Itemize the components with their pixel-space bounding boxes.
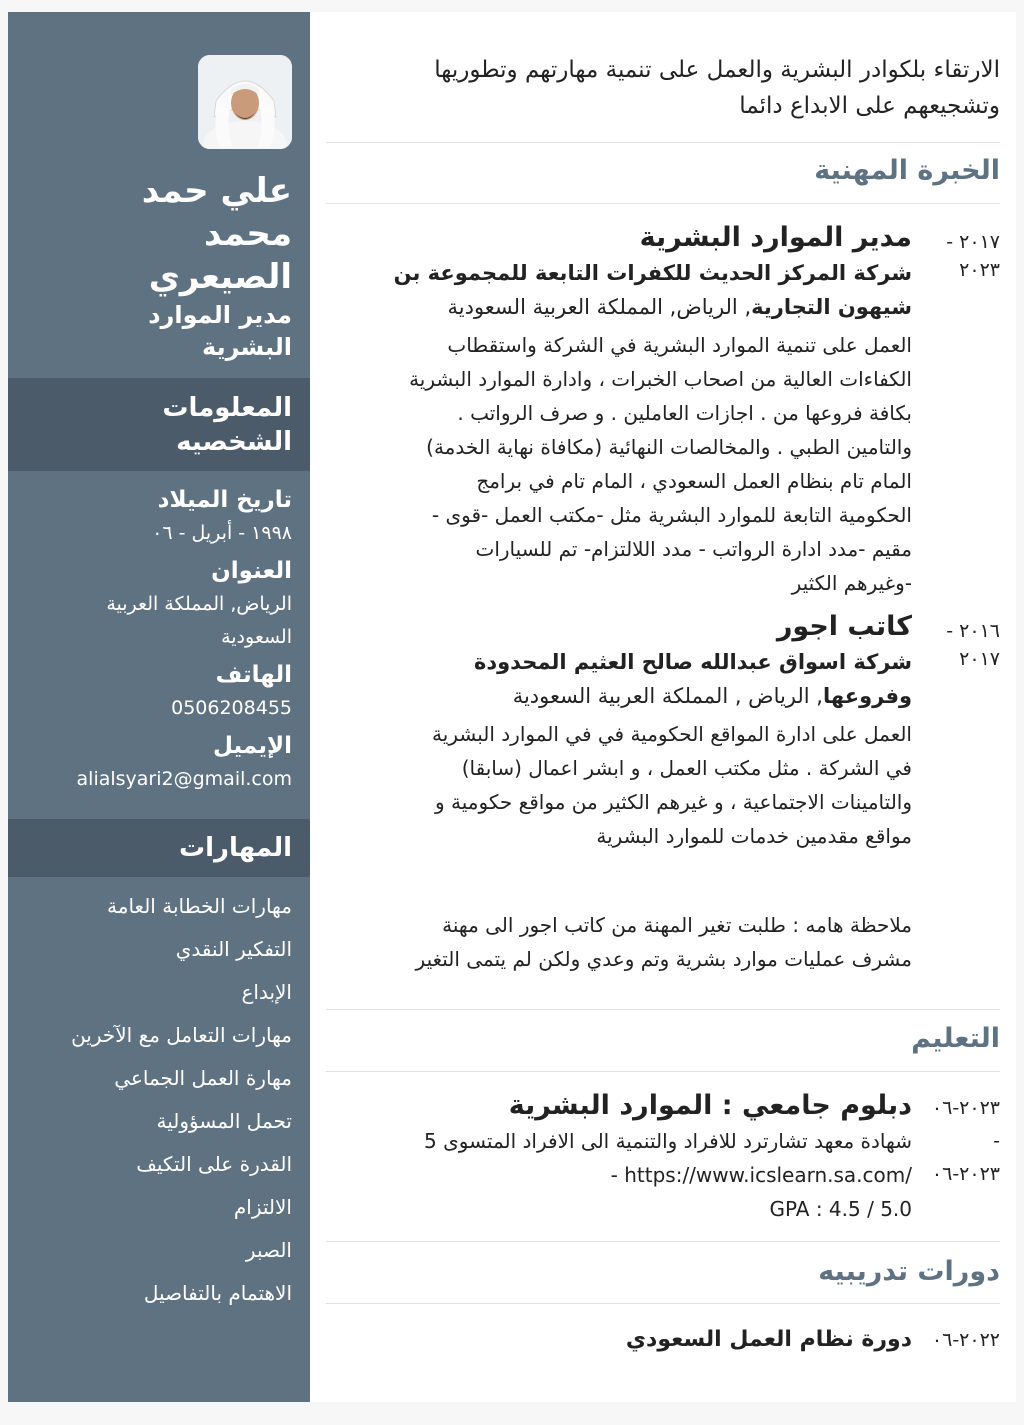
job-description bbox=[326, 717, 912, 853]
divider bbox=[326, 142, 1000, 143]
course-name: دورة نظام العمل السعودي bbox=[625, 1327, 912, 1352]
job-date bbox=[930, 228, 1000, 284]
job-date-line: ٢٠١٦ - bbox=[946, 620, 1000, 642]
address-value-line: الرياض, المملكة العربية bbox=[106, 593, 292, 615]
job-title bbox=[22, 299, 292, 363]
desc-line: والتامين الطبي . والمخالصات النهائية (مكافاة نهاية الخدمة) bbox=[426, 435, 912, 459]
phone-label: الهاتف bbox=[215, 662, 292, 688]
personal-info-title-line: المعلومات bbox=[162, 393, 292, 423]
summary-line: الارتقاء بلكوادر البشرية والعمل على تنمية مهارتهم وتطوريها bbox=[434, 57, 1000, 83]
birth-label: تاريخ الميلاد bbox=[157, 487, 292, 513]
personal-info-title-line: الشخصيه bbox=[176, 427, 292, 457]
skill-item: مهارات التعامل مع الآخرين bbox=[71, 1023, 292, 1047]
job-title: كاتب اجور bbox=[776, 611, 912, 642]
sidebar bbox=[8, 12, 310, 1402]
education-body bbox=[326, 1088, 912, 1226]
job-body bbox=[326, 220, 912, 600]
desc-line: -وغيرهم الكثير bbox=[791, 571, 912, 595]
training-body bbox=[326, 1322, 912, 1358]
job-date-line: ٢٠١٧ bbox=[959, 648, 1000, 670]
job-company bbox=[326, 645, 912, 713]
divider bbox=[326, 1009, 1000, 1010]
skill-item: الاهتمام بالتفاصيل bbox=[143, 1281, 292, 1305]
desc-line: الكفاءات العالية من اصحاب الخبرات ، وادارة الموارد البشرية bbox=[409, 367, 912, 391]
skills-list bbox=[12, 885, 292, 1315]
personal-info bbox=[22, 479, 292, 796]
name-line: محمد bbox=[204, 214, 292, 254]
note-line: مشرف عمليات موارد بشرية وتم وعدي ولكن لم يتمى التغير bbox=[415, 947, 912, 971]
skill-item: مهارات الخطابة العامة bbox=[107, 894, 292, 918]
full-name bbox=[22, 170, 292, 299]
job-date bbox=[930, 617, 1000, 673]
divider bbox=[326, 1303, 1000, 1304]
experience-title: الخبرة المهنية bbox=[814, 155, 1000, 186]
skills-title: المهارات bbox=[178, 833, 292, 863]
job-date-line: ٢٠٢٣ bbox=[959, 259, 1000, 281]
job-title-line: مدير الموارد bbox=[148, 301, 292, 329]
education-date-line: ٢٠٢٣-٠٦ bbox=[931, 1097, 1000, 1119]
desc-line: مقيم -مدد ادارة الرواتب - مدد اللالتزام- تم للسيارات bbox=[475, 537, 912, 561]
divider bbox=[326, 1071, 1000, 1072]
divider bbox=[326, 1241, 1000, 1242]
skill-item: الصبر bbox=[245, 1238, 292, 1262]
skill-item: مهارة العمل الجماعي bbox=[114, 1066, 292, 1090]
skill-item: تحمل المسؤولية bbox=[156, 1109, 292, 1133]
divider bbox=[326, 203, 1000, 204]
desc-line: بكافة فروعها من . اجازات العاملين . و صرف الرواتب . bbox=[457, 401, 912, 425]
education-date-line: ٢٠٢٣-٠٦ bbox=[931, 1163, 1000, 1185]
skill-item: الالتزام bbox=[233, 1195, 292, 1219]
training-date: ٢٠٢٢-٠٦ bbox=[931, 1329, 1000, 1351]
company-location: , الرياض , المملكة العربية السعودية bbox=[512, 684, 823, 708]
desc-line: المام تام بنظام العمل السعودي ، المام تام في برامج bbox=[476, 469, 912, 493]
summary bbox=[326, 52, 1000, 124]
company-name-line: شركة اسواق عبدالله صالح العثيم المحدودة bbox=[473, 650, 912, 674]
desc-line: العمل على تنمية الموارد البشرية في الشركة واستقطاب bbox=[447, 333, 912, 357]
company-name-line: وفروعها bbox=[822, 684, 912, 708]
education-date-line: - bbox=[993, 1130, 1000, 1152]
phone-value[interactable]: 0506208455 bbox=[171, 697, 292, 719]
education-title: التعليم bbox=[911, 1023, 1000, 1054]
company-name-line: شركة المركز الحديث للكفرات التابعة للمجموعة بن bbox=[393, 261, 912, 285]
desc-line: في الشركة . مثل مكتب العمل ، و ابشر اعمال (سابقا) bbox=[461, 756, 912, 780]
desc-line: مواقع مقدمين خدمات للموارد البشرية bbox=[596, 824, 912, 848]
gpa: GPA : 4.5 / 5.0 bbox=[769, 1197, 912, 1221]
desc-line: الحكومية التابعة للموارد البشرية مثل -مكتب العمل -قوى - bbox=[431, 503, 912, 527]
job-date-line: ٢٠١٧ - bbox=[946, 231, 1000, 253]
email-value[interactable]: alialsyari2@gmail.com bbox=[76, 768, 292, 790]
avatar bbox=[198, 55, 292, 149]
note-line: ملاحظة هامه : طلبت تغير المهنة من كاتب اجور الى مهنة bbox=[442, 913, 912, 937]
education-date bbox=[930, 1092, 1000, 1191]
note bbox=[326, 908, 912, 976]
company-location: , الرياض, المملكة العربية السعودية bbox=[447, 295, 752, 319]
job-title: مدير الموارد البشرية bbox=[639, 222, 912, 253]
training-title: دورات تدريبيه bbox=[818, 1256, 1000, 1287]
skill-item: القدرة على التكيف bbox=[136, 1152, 292, 1176]
degree: دبلوم جامعي : الموارد البشرية bbox=[508, 1090, 912, 1121]
email-label: الإيميل bbox=[213, 733, 292, 759]
company-name-line: شيهون التجارية bbox=[751, 295, 912, 319]
profile-photo-icon bbox=[198, 55, 292, 149]
desc-line: والتامينات الاجتماعية ، و غيرهم الكثير من مواقع حكومية و bbox=[435, 790, 912, 814]
institution: شهادة معهد تشارترد للافراد والتنمية الى الافراد المتسوى 5 bbox=[424, 1129, 912, 1153]
address-label: العنوان bbox=[211, 558, 292, 584]
skills-header bbox=[8, 819, 310, 877]
job-description bbox=[326, 328, 912, 600]
institution-url[interactable]: - https://www.icslearn.sa.com/ bbox=[610, 1163, 912, 1187]
birth-value: ١٩٩٨ - أبريل - ٠٦ bbox=[152, 522, 292, 544]
name-line: الصيعري bbox=[148, 257, 292, 297]
job-title-line: البشرية bbox=[202, 333, 292, 361]
skill-item: التفكير النقدي bbox=[175, 937, 292, 961]
address-value-line: السعودية bbox=[221, 626, 292, 648]
resume-page bbox=[8, 12, 1016, 1402]
personal-info-header bbox=[8, 378, 310, 471]
job-body bbox=[326, 609, 912, 976]
name-line: علي حمد bbox=[141, 171, 292, 211]
skill-item: الإبداع bbox=[241, 980, 292, 1004]
desc-line: العمل على ادارة المواقع الحكومية في في الموارد البشرية bbox=[432, 722, 912, 746]
job-company bbox=[326, 256, 912, 324]
summary-line: وتشجيعهم على الابداع دائما bbox=[739, 93, 1000, 119]
